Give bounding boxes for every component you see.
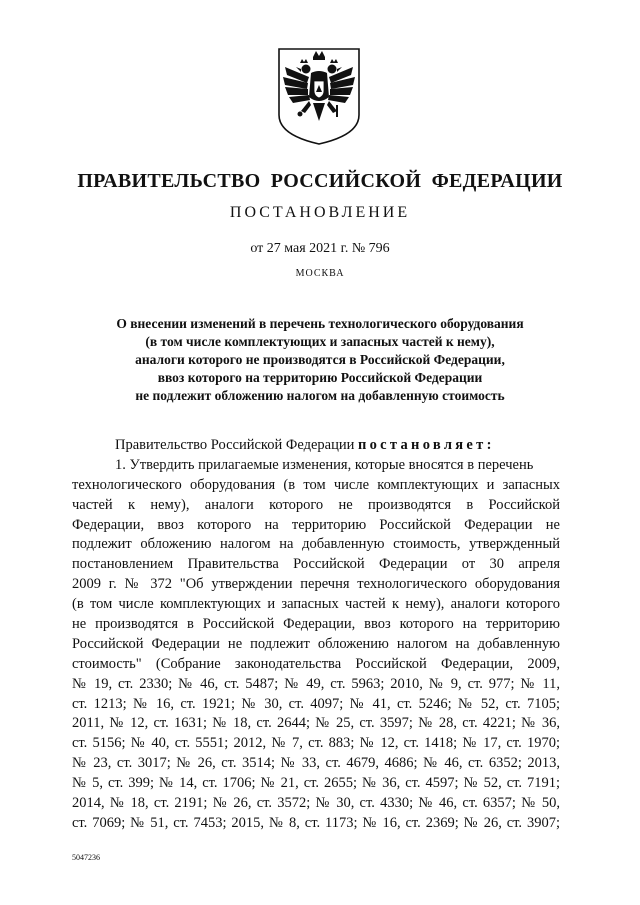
subject-line: ввоз которого на территорию Российской Федерации bbox=[157, 370, 483, 385]
document-body bbox=[72, 436, 560, 834]
subject-line: аналоги которого не производятся в Российской Федерации, bbox=[135, 352, 505, 367]
body-line: Федерации, ввоз которого на территорию Российской Федерации не bbox=[72, 516, 560, 533]
body-line: (в том числе комплектующих и запасных частей к нему), аналоги которого bbox=[72, 596, 560, 613]
subject-line: не подлежит обложению налогом на добавленную стоимость bbox=[135, 388, 505, 403]
document-subject bbox=[60, 315, 580, 405]
body-line: технологического оборудования (в том числе комплектующих и запасных bbox=[72, 476, 560, 493]
body-line: подлежит обложению налогом на добавленную стоимость, утвержденный bbox=[72, 536, 560, 553]
document-footer-code: 5047236 bbox=[72, 853, 100, 862]
russian-coat-of-arms-emblem bbox=[273, 45, 365, 147]
body-line: ст. 1213; № 16, ст. 1921; № 30, ст. 4097; № 41, ст. 5246; № 52, ст. 7105; bbox=[72, 695, 560, 712]
document-date-number: от 27 мая 2021 г. № 796 bbox=[250, 241, 390, 256]
body-line: № 19, ст. 2330; № 46, ст. 5487; № 49, ст. 5963; 2010, № 9, ст. 977; № 11, bbox=[72, 675, 560, 692]
government-title: ПРАВИТЕЛЬСТВО РОССИЙСКОЙ ФЕДЕРАЦИИ bbox=[77, 170, 563, 192]
body-line: не производятся в Российской Федерации, ввоз которого на территорию bbox=[72, 616, 560, 633]
document-type: ПОСТАНОВЛЕНИЕ bbox=[229, 204, 411, 221]
body-line: частей к нему), аналоги которого не производятся в Российской bbox=[72, 496, 560, 513]
body-line: 2014, № 18, ст. 2191; № 26, ст. 3572; № 30, ст. 4330; № 46, ст. 6357; № 50, bbox=[72, 795, 560, 812]
body-line: постановлением Правительства Российской Федерации от 30 апреля bbox=[72, 556, 560, 573]
body-line: 1. Утвердить прилагаемые изменения, которые вносятся в перечень bbox=[115, 456, 534, 473]
body-line: стоимость" (Собрание законодательства Российской Федерации, 2009, bbox=[72, 655, 560, 672]
body-line: ст. 7069; № 51, ст. 7453; 2015, № 8, ст. 1173; № 16, ст. 2369; № 26, ст. 3907; bbox=[72, 814, 560, 831]
body-line: 2009 г. № 372 "Об утверждении перечня технологического оборудования bbox=[72, 576, 560, 593]
subject-line: (в том числе комплектующих и запасных частей к нему), bbox=[145, 334, 495, 349]
body-line: 2011, № 12, ст. 1631; № 18, ст. 2644; № 25, ст. 3597; № 28, ст. 4221; № 36, bbox=[72, 715, 560, 732]
preamble-resolves: постановляет: bbox=[357, 437, 495, 453]
body-line: № 5, ст. 399; № 14, ст. 1706; № 21, ст. 2655; № 36, ст. 4597; № 52, ст. 7191; bbox=[72, 775, 560, 792]
preamble-text: Правительство Российской Федерации bbox=[115, 437, 358, 453]
body-line: № 23, ст. 3017; № 26, ст. 3514; № 33, ст. 4679, 4686; № 46, ст. 6352; 2013, bbox=[72, 755, 560, 772]
document-city: МОСКВА bbox=[295, 268, 345, 279]
body-line: ст. 5156; № 40, ст. 5551; 2012, № 7, ст. 883; № 12, ст. 1418; № 17, ст. 1970; bbox=[72, 735, 560, 752]
body-line: Российской Федерации не подлежит обложению налогом на добавленную bbox=[72, 635, 560, 652]
subject-line: О внесении изменений в перечень технологического оборудования bbox=[116, 316, 524, 331]
preamble-line bbox=[72, 436, 560, 456]
